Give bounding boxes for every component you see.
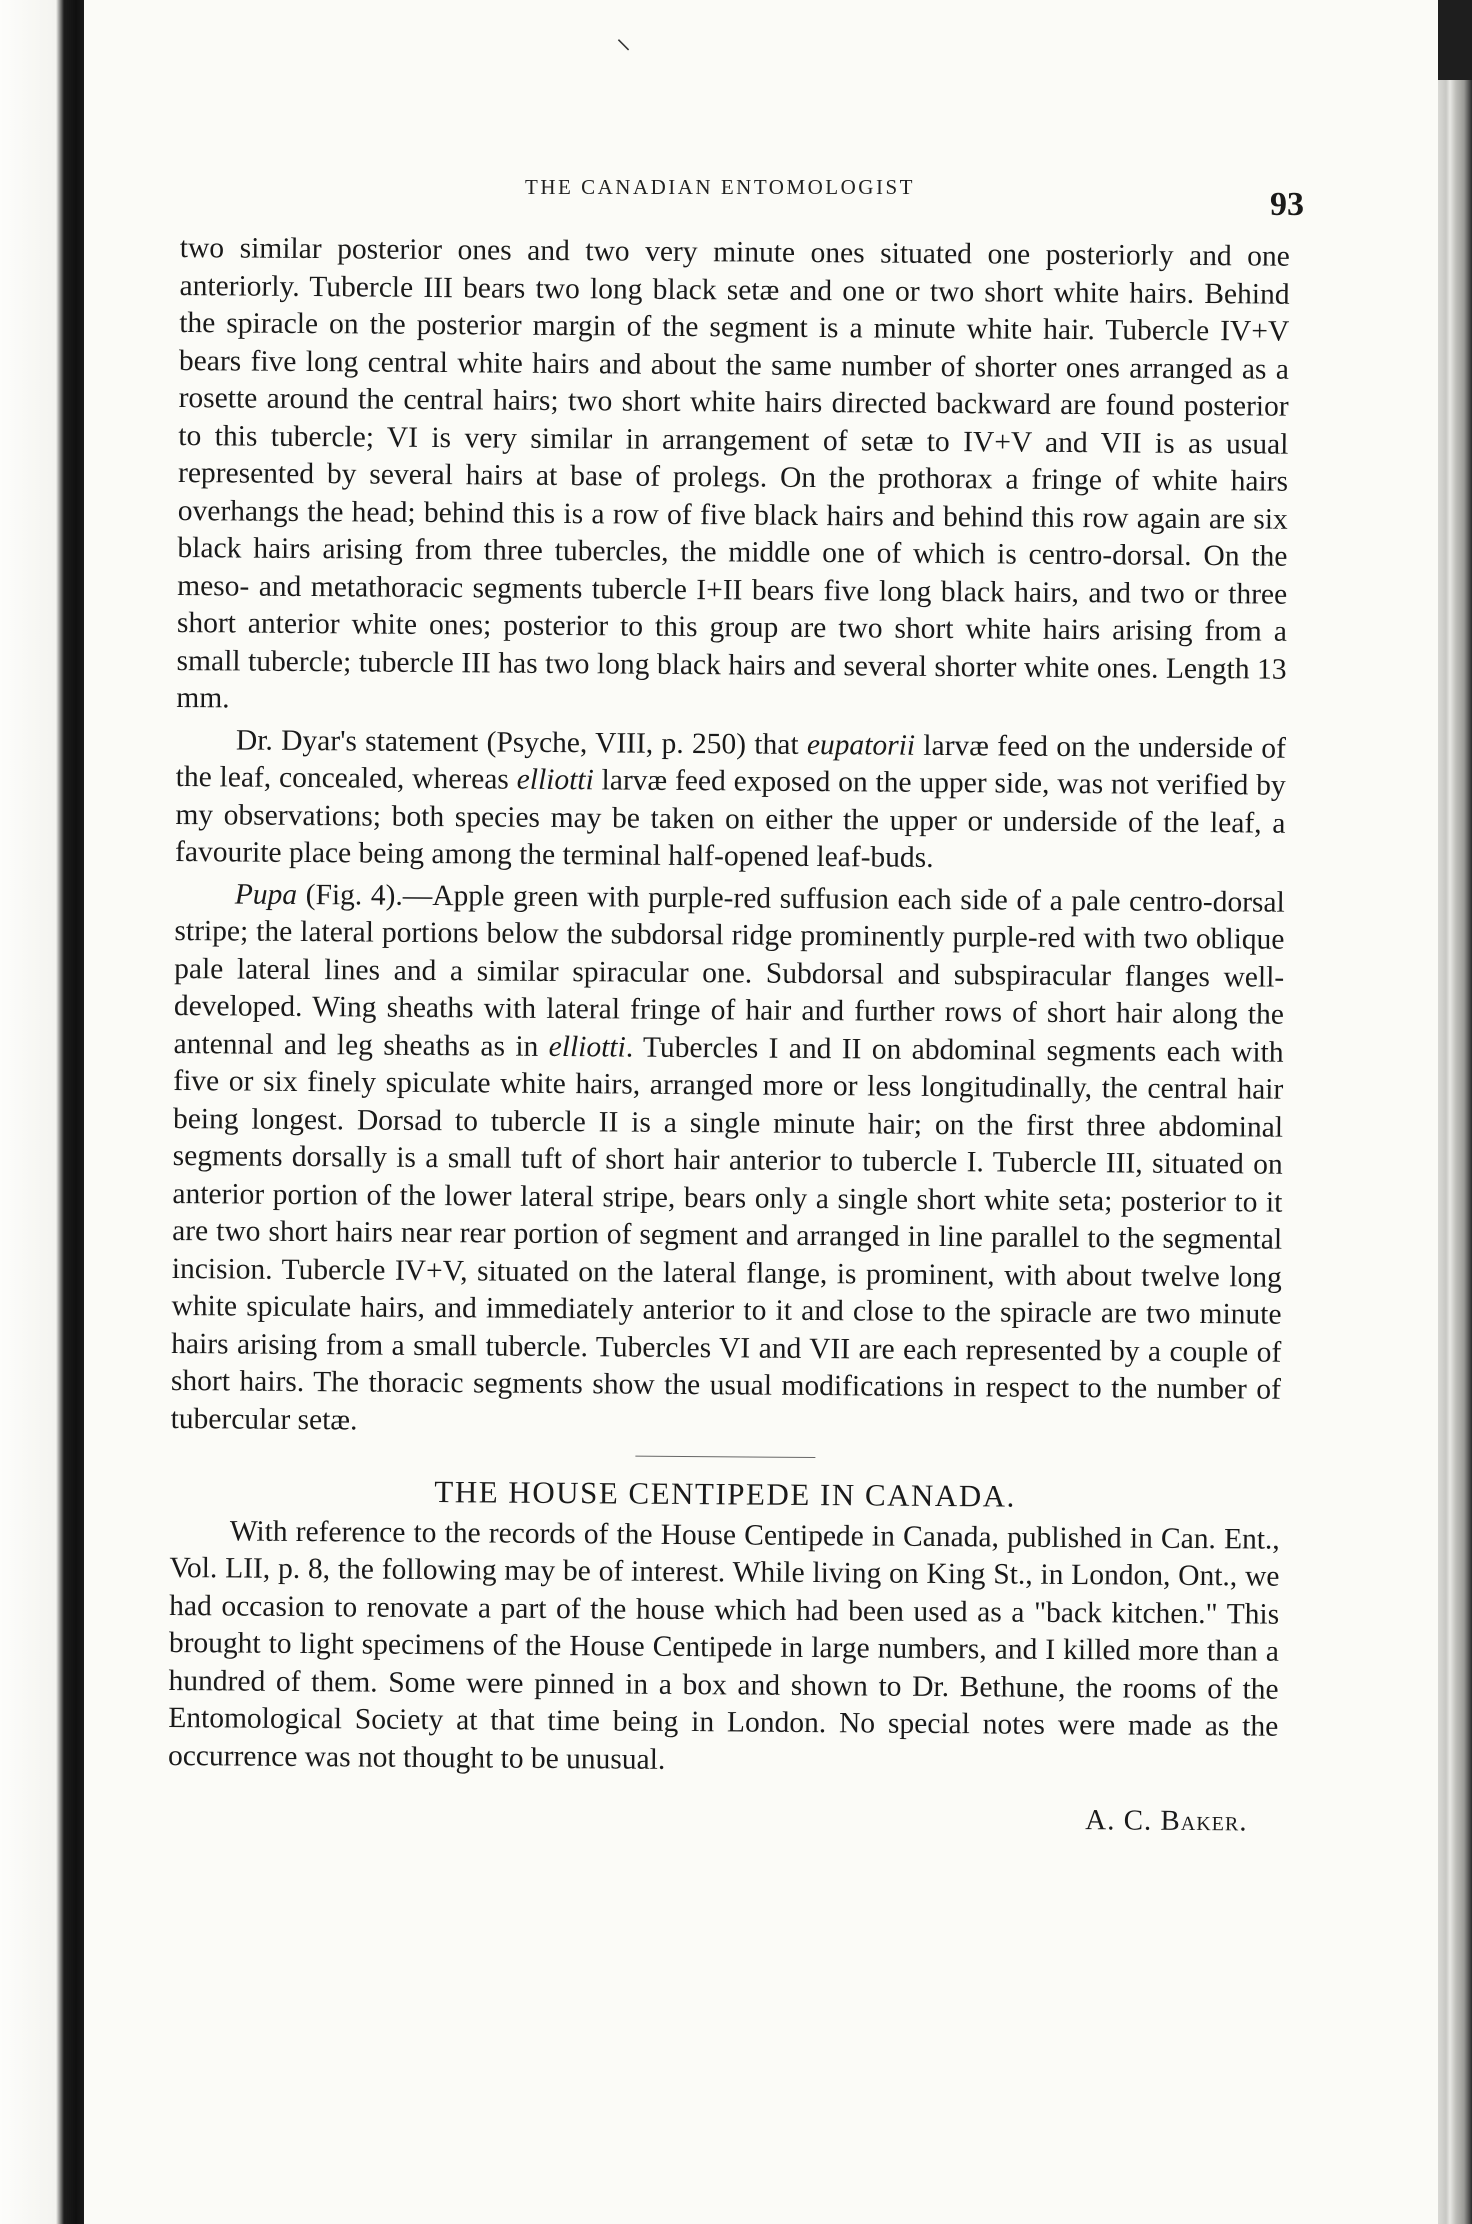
author-signature: A. C. Baker. — [1085, 1804, 1248, 1838]
running-head: THE CANADIAN ENTOMOLOGIST — [525, 175, 915, 199]
text-run: . Tubercles I and II on abdominal segments each with five or six finely spiculate white hairs, arranged more or less longitudinally, the central hair being longest. Dorsad to tubercle II is a single minute hair; on the first three abdominal segments dorsally is a small tuft of short hair anterior to tubercle I. Tubercle III, situated on anterior portion of the lower lateral stripe, bears only a single short white seta; posterior to it are two short hairs near rear portion of segment and arranged in line parallel to the segmental incision. Tubercle IV+V, situated on the lateral flange, is prominent, with about twelve long white spiculate hairs, and immediately anterior to it and close to the spiracle are two minute hairs arising from a small tubercle. Tubercles VI and VII are each represented by a couple of short hairs. The thoracic segments show the usual modifications in respect to the number of tubercular setæ. — [170, 1031, 1284, 1436]
paragraph-house-centipede: With reference to the records of the House Centipede in Canada, published in Can. Ent., Vol. LII, p. 8, the following may be of interest. While living on King St., in London, Ont., we had occasion to renovate a part of the house which had been used as a "back kitchen." This brought to light specimens of the House Centipede in large numbers, and I killed more than a hundred of them. Some were pinned in a box and shown to Dr. Bethune, the rooms of the Entomological Society at that time being in London. No special notes were made as the occurrence was not thought to be unusual. — [167, 1514, 1280, 1776]
paragraph-pupa — [171, 875, 1285, 1446]
species-name-elliotti: elliotti — [516, 763, 594, 797]
page-number: 93 — [1270, 186, 1304, 223]
text-run: Dr. Dyar's statement (Psyche, VIII, p. 250) that — [235, 723, 808, 761]
species-name-elliotti: elliotti — [548, 1030, 626, 1064]
paragraph-larva-description: two similar posterior ones and two very minute ones situated one posteriorly and one anteriorly. Tubercle III bears two long black setæ and one or two short white hairs. Behind the spiracle on the posterior margin of the segment is a minute white hair. Tubercle IV+V bears five long central white hairs and about the same number of shorter ones arranged as a rosette around the central hairs; two short white hairs directed backward are found posterior to this tubercle; VI is very similar in arrangement of setæ to IV+V and VII is as usual represented by several hairs at base of prolegs. On the prothorax a fringe of white hairs overhangs the head; behind this is a row of five black hairs and behind this row again are six black hairs arising from three tubercles, the middle one of which is centro-dorsal. On the meso- and metathoracic segments tubercle I+II bears five long black hairs, and two or three short anterior white ones; posterior to this group are two short white hairs arising from a small tubercle; tubercle III has two long black hairs and several shorter white ones. Length 13 mm. — [176, 231, 1290, 715]
right-page-edge — [1438, 0, 1472, 2224]
section-title: THE HOUSE CENTIPEDE IN CANADA. — [434, 1474, 1016, 1514]
pupa-heading: Pupa — [234, 877, 298, 911]
text-run: larvæ feed on the underside of the leaf, concealed, whereas — [175, 729, 1287, 796]
text-run: larvæ feed exposed on the upper side, was not verified by my observations; both species may be taken on either the upper or underside of the leaf, a favourite place being among the terminal half-opened leaf-buds. — [174, 764, 1286, 874]
article-body — [167, 230, 1290, 1841]
scan-corner-shadow — [1438, 0, 1472, 80]
left-page-edge — [0, 0, 84, 2224]
scan-mark: ⸜ — [616, 22, 631, 55]
text-run: (Fig. 4).—Apple green with purple-red suffusion each side of a pale centro-dorsal stripe; the lateral portions below the subdorsal ridge prominently purple-red with two oblique pale lateral lines and a similar spiracular one. Subdorsal and subspiracular flanges well-developed. Wing sheaths with lateral fringe of hair and further rows of short hair along the antennal and leg sheaths as in — [173, 878, 1285, 1063]
species-name-eupatorii: eupatorii — [806, 728, 916, 762]
paragraph-feeding-habits — [175, 721, 1286, 880]
section-divider — [635, 1456, 815, 1458]
